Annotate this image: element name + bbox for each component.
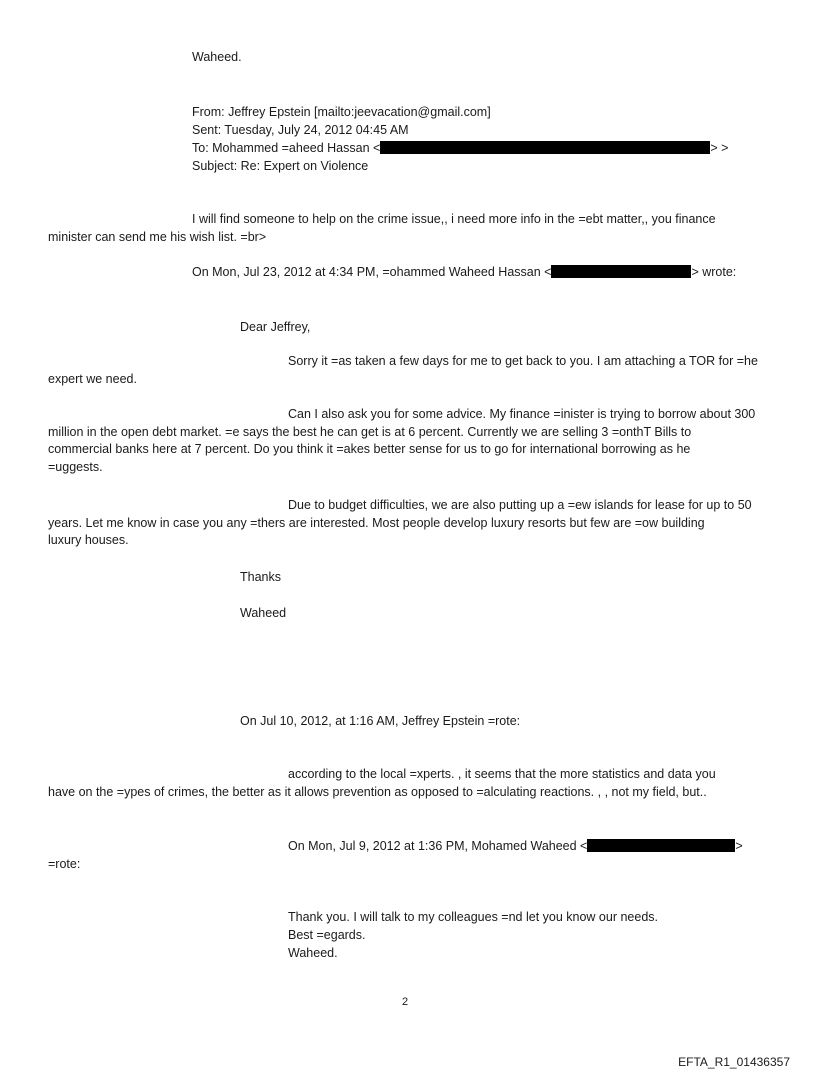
letter-greeting: Dear Jeffrey, (240, 320, 311, 334)
redaction-box (380, 141, 710, 154)
bates-id: EFTA_R1_01436357 (678, 1055, 790, 1069)
quote1-suffix: > wrote: (691, 265, 737, 279)
quote-header-1 (192, 264, 736, 280)
quote2-line-1: according to the local =xperts. , it seems that the more statistics and data you (288, 767, 716, 781)
letter-thanks: Thanks (240, 570, 281, 584)
top-signature: Waheed. (192, 50, 242, 64)
p2-line-3: commercial banks here at 7 percent. Do you think it =akes better sense for us to go for international borrowing as he (48, 442, 691, 456)
quote3-body-2: Best =egards. (288, 928, 366, 942)
header-subject: Subject: Re: Expert on Violence (192, 159, 369, 173)
quote1-prefix: On Mon, Jul 23, 2012 at 4:34 PM, =ohammed Waheed Hassan < (192, 265, 552, 279)
reply-paragraph (48, 211, 778, 246)
p1-line-2: expert we need. (48, 371, 137, 386)
letter-paragraph-3 (48, 497, 778, 550)
header-to-prefix: To: Mohammed =aheed Hassan < (192, 141, 381, 155)
letter-signature: Waheed (240, 606, 287, 620)
p2-line-2: million in the open debt market. =e says the best he can get is at 6 percent. Currently we are selling 3 =onthT Bills to (48, 424, 692, 439)
header-to (192, 140, 728, 156)
quote-header-3 (288, 838, 743, 854)
redaction-box (551, 265, 691, 278)
quote2-body (48, 766, 778, 801)
p3-line-2: years. Let me know in case you any =thers are interested. Most people develop luxury resorts but few are =ow building (48, 515, 705, 530)
p1-line-1: Sorry it =as taken a few days for me to get back to you. I am attaching a TOR for =he (288, 354, 758, 368)
reply-line-2: minister can send me his wish list. =br> (48, 229, 267, 244)
quote3-prefix: On Mon, Jul 9, 2012 at 1:36 PM, Mohamed Waheed < (288, 839, 588, 853)
letter-paragraph-2 (48, 406, 778, 476)
p3-line-3: luxury houses. (48, 533, 129, 547)
quote3-wrapped: =rote: (48, 857, 81, 871)
p3-line-1: Due to budget difficulties, we are also putting up a =ew islands for lease for up to 50 (288, 498, 752, 512)
quote2-line-2: have on the =ypes of crimes, the better as it allows prevention as opposed to =alculating reactions. , , not my field, but.. (48, 784, 707, 799)
letter-paragraph-1 (48, 353, 778, 388)
p2-line-1: Can I also ask you for some advice. My finance =inister is trying to borrow about 300 (288, 407, 756, 421)
redaction-box (587, 839, 735, 852)
quote3-body-3: Waheed. (288, 946, 338, 960)
header-from: From: Jeffrey Epstein [mailto:jeevacation@gmail.com] (192, 105, 491, 119)
reply-line-1: I will find someone to help on the crime issue,, i need more info in the =ebt matter,, you finance (192, 212, 716, 226)
page-number: 2 (402, 996, 409, 1008)
quote3-suffix: > (735, 839, 743, 853)
quote-header-2: On Jul 10, 2012, at 1:16 AM, Jeffrey Epstein =rote: (240, 714, 521, 728)
p2-line-4: =uggests. (48, 459, 103, 474)
header-sent: Sent: Tuesday, July 24, 2012 04:45 AM (192, 123, 409, 137)
quote3-body-1: Thank you. I will talk to my colleagues =nd let you know our needs. (288, 910, 658, 924)
header-to-suffix: > > (710, 141, 729, 155)
